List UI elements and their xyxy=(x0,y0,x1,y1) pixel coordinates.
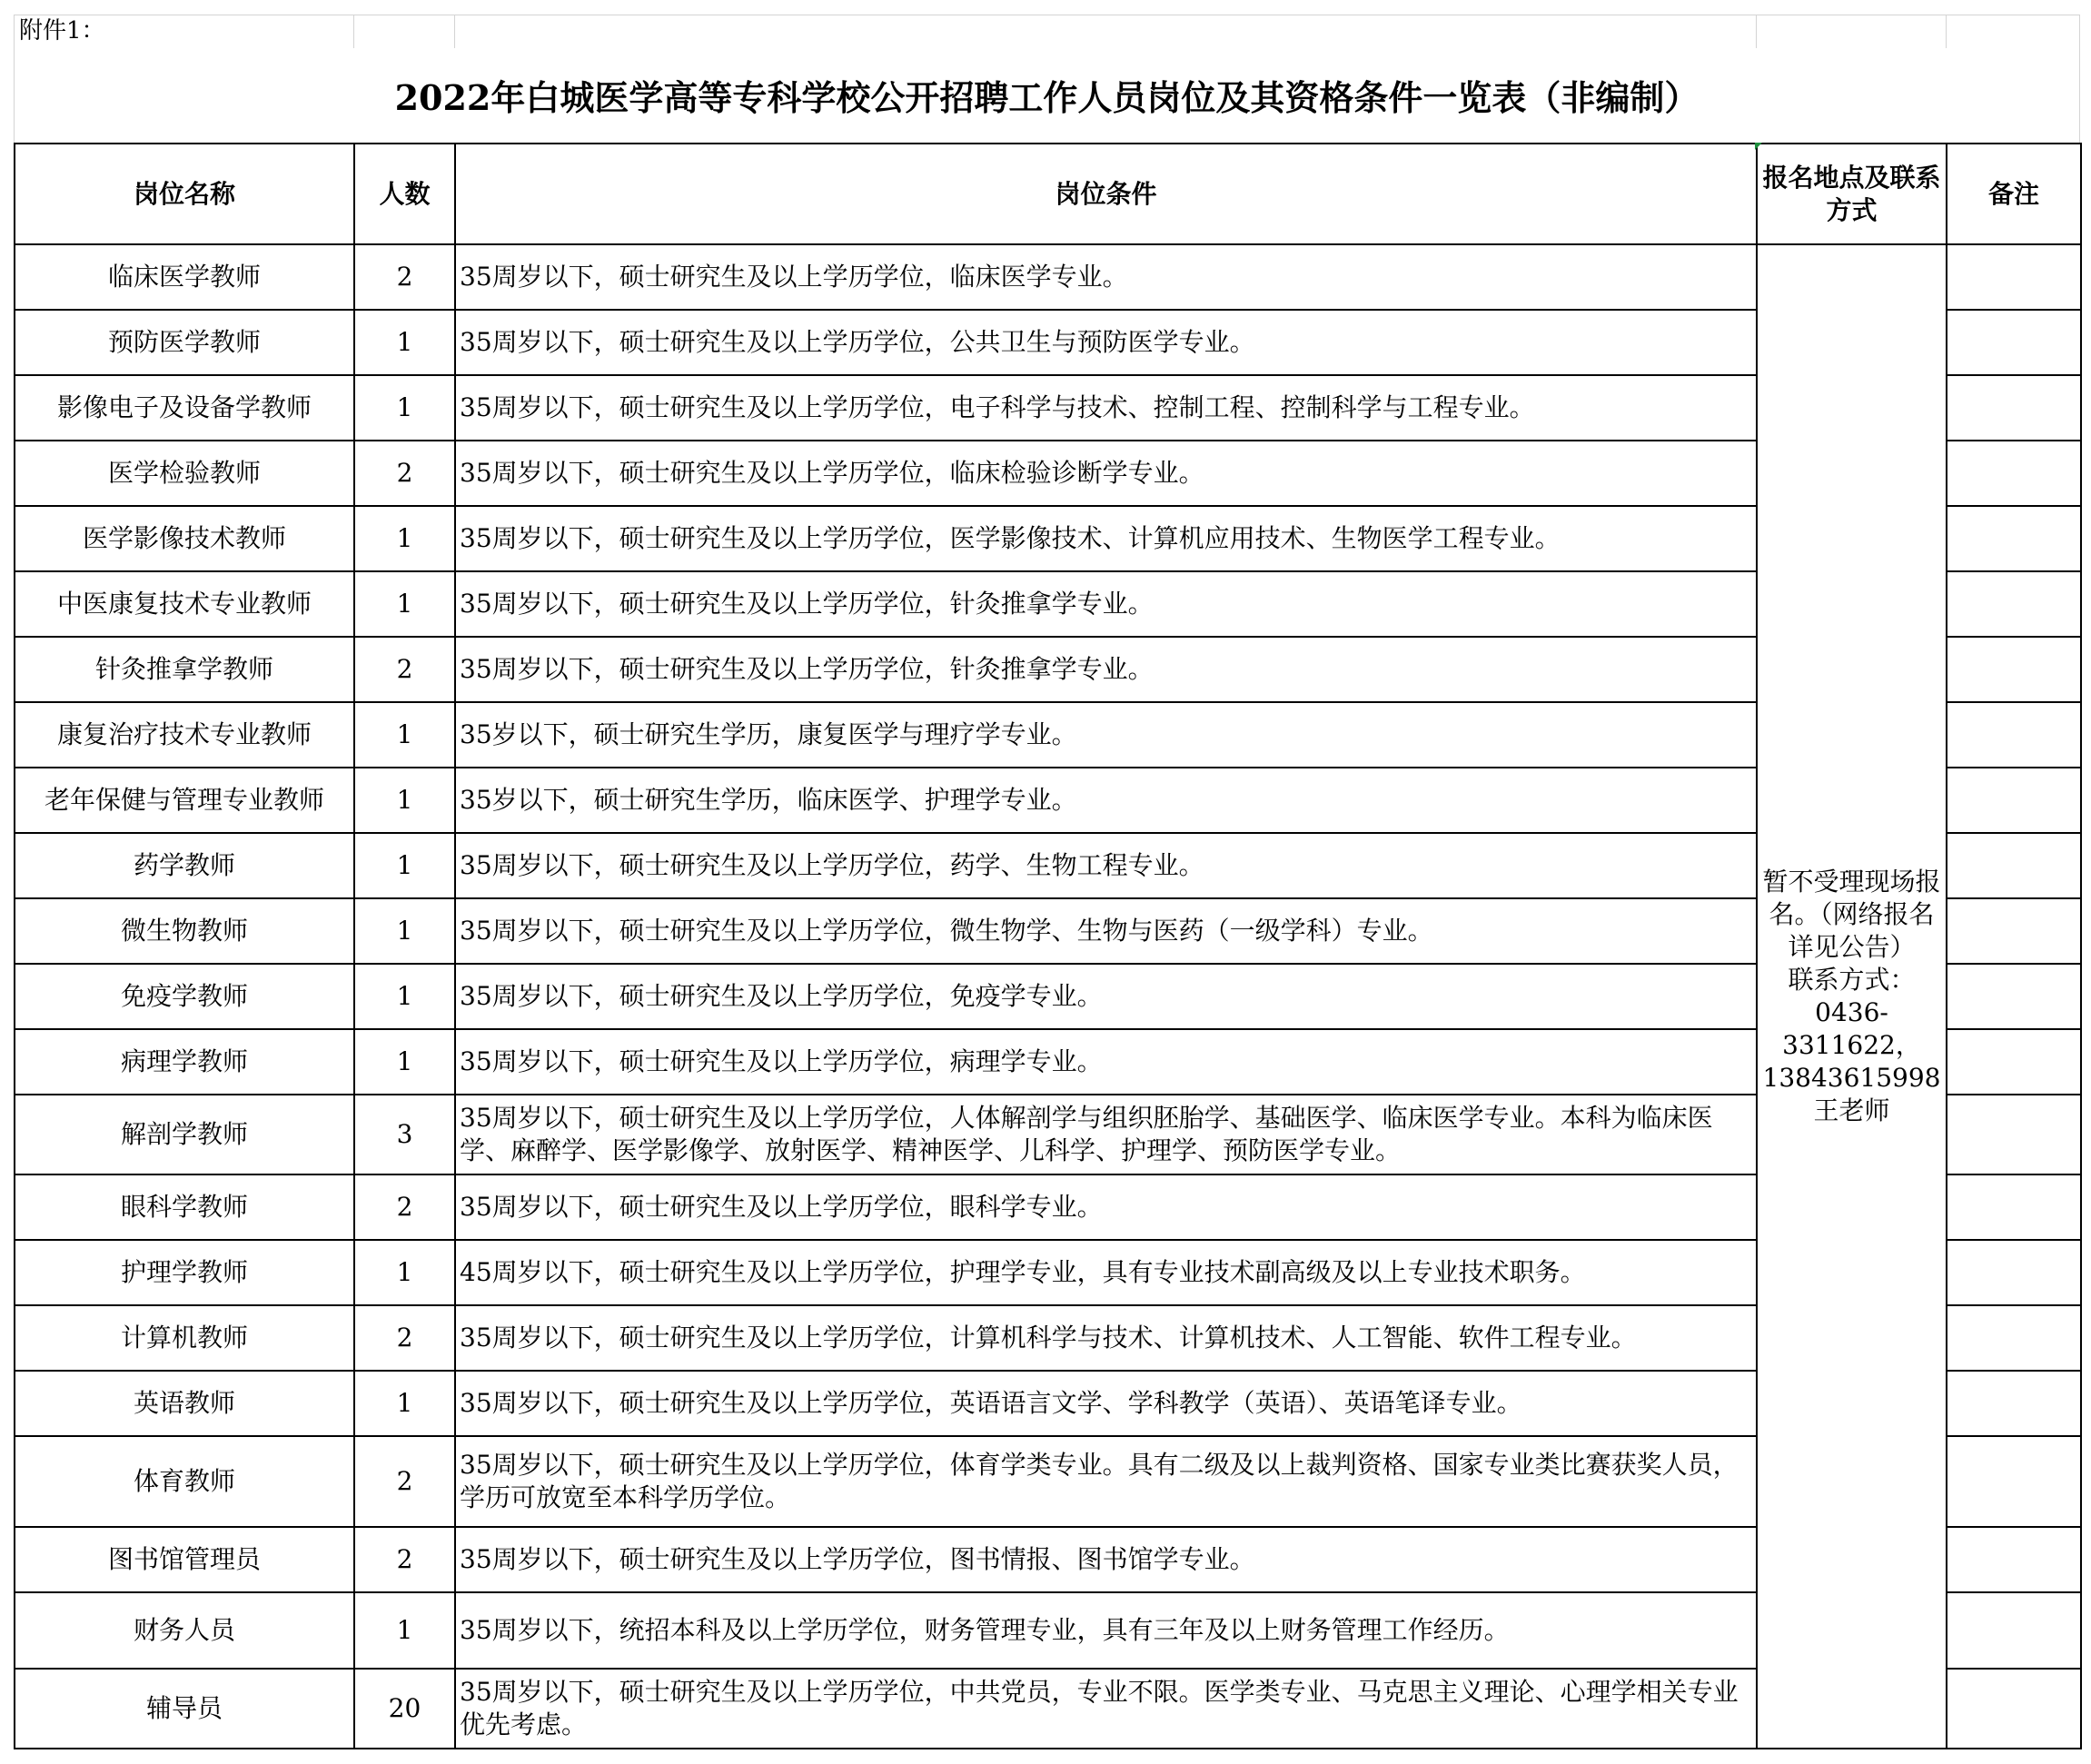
cell-count[interactable]: 1 xyxy=(354,1371,455,1436)
cell-position-name[interactable]: 体育教师 xyxy=(15,1436,354,1527)
cell-remark[interactable] xyxy=(1947,637,2081,702)
cell-remark[interactable] xyxy=(1947,1527,2081,1592)
cell-remark[interactable] xyxy=(1947,1305,2081,1371)
cell-count[interactable]: 1 xyxy=(354,768,455,833)
cell-count[interactable]: 1 xyxy=(354,964,455,1029)
cell-count[interactable]: 1 xyxy=(354,702,455,768)
cell-conditions[interactable]: 35岁以下，硕士研究生学历，临床医学、护理学专业。 xyxy=(455,768,1757,833)
cell-count[interactable]: 1 xyxy=(354,898,455,964)
cell-position-name[interactable]: 图书馆管理员 xyxy=(15,1527,354,1592)
cell-conditions[interactable]: 35周岁以下，硕士研究生及以上学历学位，人体解剖学与组织胚胎学、基础医学、临床医学专业。本科为临床医学、麻醉学、医学影像学、放射医学、精神医学、儿科学、护理学、预防医学专业。 xyxy=(455,1095,1757,1174)
cell-position-name[interactable]: 计算机教师 xyxy=(15,1305,354,1371)
cell-position-name[interactable]: 影像电子及设备学教师 xyxy=(15,375,354,441)
cell-position-name[interactable]: 医学检验教师 xyxy=(15,441,354,506)
cell-conditions[interactable]: 35岁以下，硕士研究生学历，康复医学与理疗学专业。 xyxy=(455,702,1757,768)
cell-remark[interactable] xyxy=(1947,833,2081,898)
positions-table xyxy=(14,143,2082,1749)
cell-position-name[interactable]: 解剖学教师 xyxy=(15,1095,354,1174)
cell-conditions[interactable]: 35周岁以下，硕士研究生及以上学历学位，计算机科学与技术、计算机技术、人工智能、软件工程专业。 xyxy=(455,1305,1757,1371)
table-body xyxy=(15,244,2081,1749)
cell-position-name[interactable]: 英语教师 xyxy=(15,1371,354,1436)
cell-position-name[interactable]: 老年保健与管理专业教师 xyxy=(15,768,354,833)
cell-count[interactable]: 1 xyxy=(354,1240,455,1305)
cell-remark[interactable] xyxy=(1947,1669,2081,1749)
cell-conditions[interactable]: 35周岁以下，硕士研究生及以上学历学位，图书情报、图书馆学专业。 xyxy=(455,1527,1757,1592)
cell-count[interactable]: 1 xyxy=(354,506,455,571)
cell-count[interactable]: 20 xyxy=(354,1669,455,1749)
cell-conditions[interactable]: 45周岁以下，硕士研究生及以上学历学位，护理学专业，具有专业技术副高级及以上专业技术职务。 xyxy=(455,1240,1757,1305)
cell-position-name[interactable]: 临床医学教师 xyxy=(15,244,354,310)
cell-count[interactable]: 1 xyxy=(354,833,455,898)
cell-remark[interactable] xyxy=(1947,310,2081,375)
cell-remark[interactable] xyxy=(1947,1240,2081,1305)
cell-conditions[interactable]: 35周岁以下，硕士研究生及以上学历学位，公共卫生与预防医学专业。 xyxy=(455,310,1757,375)
page-title: 2022年白城医学高等专科学校公开招聘工作人员岗位及其资格条件一览表（非编制） xyxy=(394,77,1700,118)
cell-remark[interactable] xyxy=(1947,702,2081,768)
cell-contact-info[interactable]: 暂不受理现场报名。（网络报名详见公告） 联系方式：0436-3311622，13843615998王老师 xyxy=(1757,244,1947,1749)
header-conditions[interactable]: 岗位条件 xyxy=(455,144,1757,244)
cell-position-name[interactable]: 财务人员 xyxy=(15,1592,354,1669)
cell-conditions[interactable]: 35周岁以下，硕士研究生及以上学历学位，体育学类专业。具有二级及以上裁判资格、国家专业类比赛获奖人员，学历可放宽至本科学历学位。 xyxy=(455,1436,1757,1527)
cell-conditions[interactable]: 35周岁以下，硕士研究生及以上学历学位，英语语言文学、学科教学（英语）、英语笔译专业。 xyxy=(455,1371,1757,1436)
cell-conditions[interactable]: 35周岁以下，硕士研究生及以上学历学位，中共党员，专业不限。医学类专业、马克思主义理论、心理学相关专业优先考虑。 xyxy=(455,1669,1757,1749)
cell-count[interactable]: 3 xyxy=(354,1095,455,1174)
cell-remark[interactable] xyxy=(1947,1436,2081,1527)
cell-remark[interactable] xyxy=(1947,571,2081,637)
header-count[interactable]: 人数 xyxy=(354,144,455,244)
cell-count[interactable]: 2 xyxy=(354,1527,455,1592)
cell-remark[interactable] xyxy=(1947,1174,2081,1240)
cell-conditions[interactable]: 35周岁以下，硕士研究生及以上学历学位，临床检验诊断学专业。 xyxy=(455,441,1757,506)
cell-position-name[interactable]: 病理学教师 xyxy=(15,1029,354,1095)
cell-count[interactable]: 2 xyxy=(354,1436,455,1527)
cell-remark[interactable] xyxy=(1947,768,2081,833)
cell-position-name[interactable]: 眼科学教师 xyxy=(15,1174,354,1240)
cell-position-name[interactable]: 医学影像技术教师 xyxy=(15,506,354,571)
cell-conditions[interactable]: 35周岁以下，硕士研究生及以上学历学位，电子科学与技术、控制工程、控制科学与工程专业。 xyxy=(455,375,1757,441)
cell-remark[interactable] xyxy=(1947,375,2081,441)
cell-remark[interactable] xyxy=(1947,441,2081,506)
cell-count[interactable]: 2 xyxy=(354,1305,455,1371)
cell-count[interactable]: 2 xyxy=(354,244,455,310)
cell-position-name[interactable]: 针灸推拿学教师 xyxy=(15,637,354,702)
cell-count[interactable]: 1 xyxy=(354,571,455,637)
cell-remark[interactable] xyxy=(1947,506,2081,571)
cell-position-name[interactable]: 护理学教师 xyxy=(15,1240,354,1305)
cell-conditions[interactable]: 35周岁以下，硕士研究生及以上学历学位，针灸推拿学专业。 xyxy=(455,637,1757,702)
cell-conditions[interactable]: 35周岁以下，硕士研究生及以上学历学位，临床医学专业。 xyxy=(455,244,1757,310)
cell-position-name[interactable]: 微生物教师 xyxy=(15,898,354,964)
cell-count[interactable]: 2 xyxy=(354,637,455,702)
header-remark[interactable]: 备注 xyxy=(1947,144,2081,244)
cell-conditions[interactable]: 35周岁以下，硕士研究生及以上学历学位，医学影像技术、计算机应用技术、生物医学工程专业。 xyxy=(455,506,1757,571)
spreadsheet xyxy=(14,15,2080,1752)
cell-count[interactable]: 2 xyxy=(354,1174,455,1240)
cell-remark[interactable] xyxy=(1947,1095,2081,1174)
cell-remark[interactable] xyxy=(1947,898,2081,964)
cell-conditions[interactable]: 35周岁以下，硕士研究生及以上学历学位，针灸推拿学专业。 xyxy=(455,571,1757,637)
cell-conditions[interactable]: 35周岁以下，硕士研究生及以上学历学位，病理学专业。 xyxy=(455,1029,1757,1095)
cell-remark[interactable] xyxy=(1947,964,2081,1029)
cell-conditions[interactable]: 35周岁以下，硕士研究生及以上学历学位，免疫学专业。 xyxy=(455,964,1757,1029)
cell-position-name[interactable]: 康复治疗技术专业教师 xyxy=(15,702,354,768)
cell-comment-indicator xyxy=(1755,143,1762,150)
cell-remark[interactable] xyxy=(1947,1029,2081,1095)
cell-count[interactable]: 1 xyxy=(354,375,455,441)
cell-position-name[interactable]: 中医康复技术专业教师 xyxy=(15,571,354,637)
cell-count[interactable]: 1 xyxy=(354,1592,455,1669)
table-row xyxy=(15,244,2081,310)
cell-conditions[interactable]: 35周岁以下，统招本科及以上学历学位，财务管理专业，具有三年及以上财务管理工作经历。 xyxy=(455,1592,1757,1669)
cell-position-name[interactable]: 药学教师 xyxy=(15,833,354,898)
cell-remark[interactable] xyxy=(1947,1592,2081,1669)
top-gridlines xyxy=(14,15,2080,48)
cell-remark[interactable] xyxy=(1947,1371,2081,1436)
cell-count[interactable]: 1 xyxy=(354,310,455,375)
cell-conditions[interactable]: 35周岁以下，硕士研究生及以上学历学位，药学、生物工程专业。 xyxy=(455,833,1757,898)
attachment-label: 附件1： xyxy=(19,17,105,45)
cell-position-name[interactable]: 预防医学教师 xyxy=(15,310,354,375)
header-row xyxy=(15,144,2081,244)
cell-count[interactable]: 2 xyxy=(354,441,455,506)
header-contact[interactable]: 报名地点及联系方式 xyxy=(1757,144,1947,244)
cell-count[interactable]: 1 xyxy=(354,1029,455,1095)
cell-position-name[interactable]: 免疫学教师 xyxy=(15,964,354,1029)
cell-conditions[interactable]: 35周岁以下，硕士研究生及以上学历学位，眼科学专业。 xyxy=(455,1174,1757,1240)
cell-remark[interactable] xyxy=(1947,244,2081,310)
cell-position-name[interactable]: 辅导员 xyxy=(15,1669,354,1749)
header-position-name[interactable]: 岗位名称 xyxy=(15,144,354,244)
cell-conditions[interactable]: 35周岁以下，硕士研究生及以上学历学位，微生物学、生物与医药（一级学科）专业。 xyxy=(455,898,1757,964)
